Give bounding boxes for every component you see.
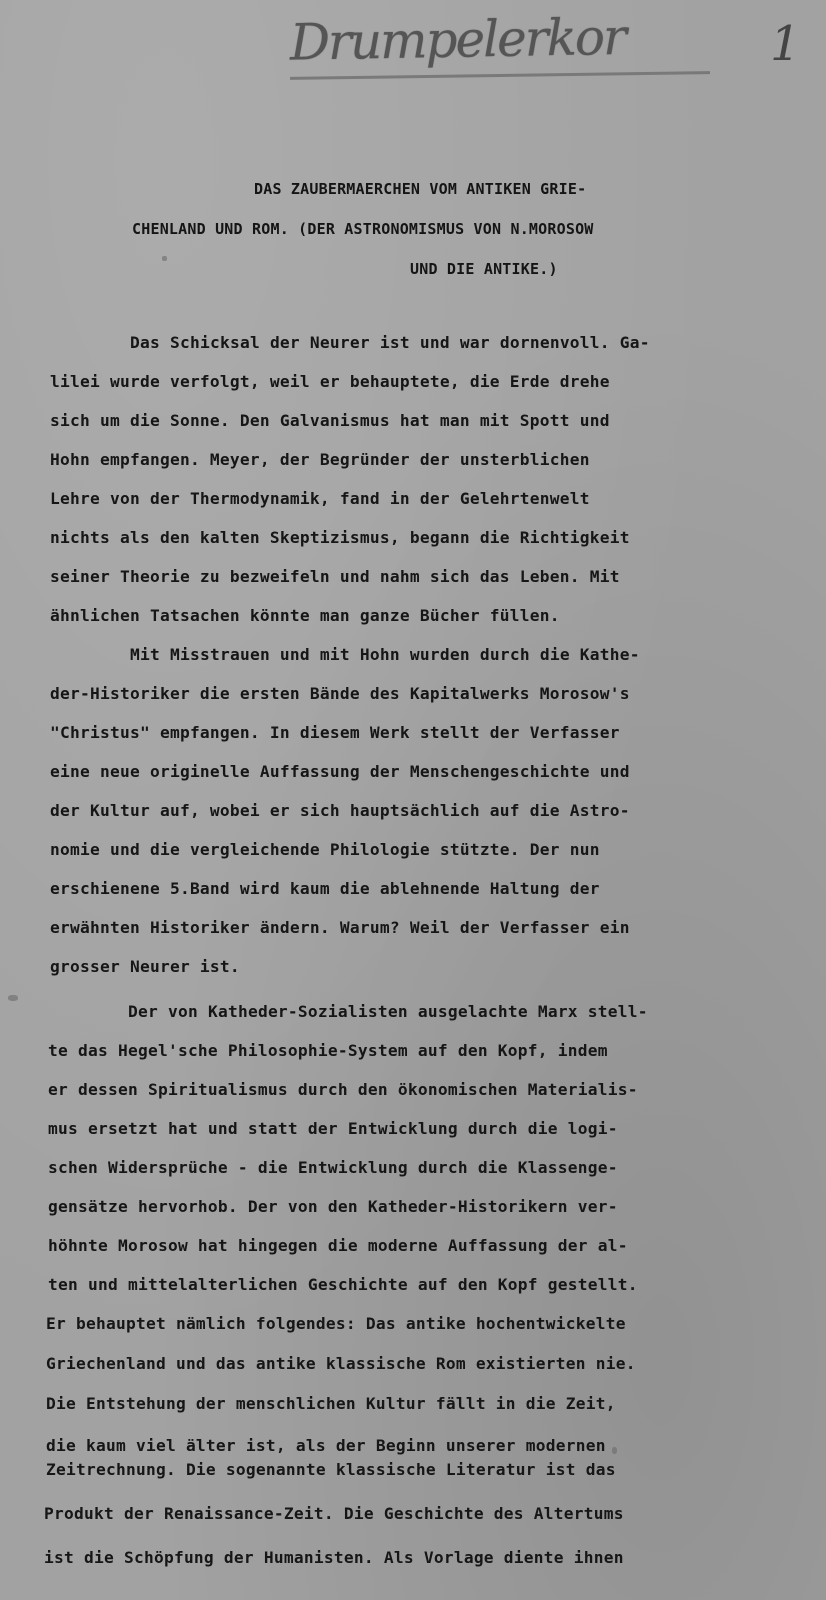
body-line: seiner Theorie zu bezweifeln und nahm sich das Leben. Mit	[50, 567, 620, 586]
body-line: grosser Neurer ist.	[50, 957, 240, 976]
paper-speck	[612, 1447, 617, 1454]
body-line: ist die Schöpfung der Humanisten. Als Vorlage diente ihnen	[44, 1548, 624, 1567]
body-line: erwähnten Historiker ändern. Warum? Weil der Verfasser ein	[50, 918, 630, 937]
body-line: Die Entstehung der menschlichen Kultur fällt in die Zeit,	[46, 1394, 616, 1413]
body-line: er dessen Spiritualismus durch den ökonomischen Materialis-	[48, 1080, 638, 1099]
body-line: Griechenland und das antike klassische Rom existierten nie.	[46, 1354, 636, 1373]
body-line: die kaum viel älter ist, als der Beginn unserer modernen	[46, 1436, 606, 1455]
body-line: ähnlichen Tatsachen könnte man ganze Bücher füllen.	[50, 606, 560, 625]
body-line: höhnte Morosow hat hingegen die moderne Auffassung der al-	[48, 1236, 628, 1255]
body-line: schen Widersprüche - die Entwicklung durch die Klassenge-	[48, 1158, 618, 1177]
body-line: Zeitrechnung. Die sogenannte klassische Literatur ist das	[46, 1460, 616, 1479]
paper-speck	[8, 995, 18, 1001]
body-line: ten und mittelalterlichen Geschichte auf den Kopf gestellt.	[48, 1275, 638, 1294]
paper-speck	[162, 256, 167, 261]
body-line: Er behauptet nämlich folgendes: Das antike hochentwickelte	[46, 1314, 626, 1333]
title-line-1: DAS ZAUBERMAERCHEN VOM ANTIKEN GRIE-	[254, 180, 587, 198]
body-line: der Kultur auf, wobei er sich hauptsächlich auf die Astro-	[50, 801, 630, 820]
body-line: Der von Katheder-Sozialisten ausgelachte Marx stell-	[128, 1002, 648, 1021]
title-line-2: CHENLAND UND ROM. (DER ASTRONOMISMUS VON N.MOROSOW	[132, 220, 594, 238]
body-line: Das Schicksal der Neurer ist und war dornenvoll. Ga-	[130, 333, 650, 352]
body-line: Hohn empfangen. Meyer, der Begründer der unsterblichen	[50, 450, 590, 469]
body-line: Mit Misstrauen und mit Hohn wurden durch die Kathe-	[130, 645, 640, 664]
body-line: te das Hegel'sche Philosophie-System auf den Kopf, indem	[48, 1041, 608, 1060]
body-line: sich um die Sonne. Den Galvanismus hat man mit Spott und	[50, 411, 610, 430]
body-line: nichts als den kalten Skeptizismus, begann die Richtigkeit	[50, 528, 630, 547]
handwritten-title: Drumpelerkor	[289, 7, 626, 72]
body-line: Lehre von der Thermodynamik, fand in der Gelehrtenwelt	[50, 489, 590, 508]
body-line: eine neue originelle Auffassung der Menschengeschichte und	[50, 762, 630, 781]
body-line: erschienene 5.Band wird kaum die ablehnende Haltung der	[50, 879, 600, 898]
body-line: der-Historiker die ersten Bände des Kapitalwerks Morosow's	[50, 684, 630, 703]
body-line: gensätze hervorhob. Der von den Katheder-Historikern ver-	[48, 1197, 618, 1216]
title-line-3: UND DIE ANTIKE.)	[410, 260, 558, 278]
page-number: 1	[770, 16, 801, 72]
body-line: mus ersetzt hat und statt der Entwicklung durch die logi-	[48, 1119, 618, 1138]
body-line: Produkt der Renaissance-Zeit. Die Geschichte des Altertums	[44, 1504, 624, 1523]
body-line: nomie und die vergleichende Philologie stützte. Der nun	[50, 840, 600, 859]
body-line: "Christus" empfangen. In diesem Werk stellt der Verfasser	[50, 723, 620, 742]
body-line: lilei wurde verfolgt, weil er behauptete, die Erde drehe	[50, 372, 610, 391]
